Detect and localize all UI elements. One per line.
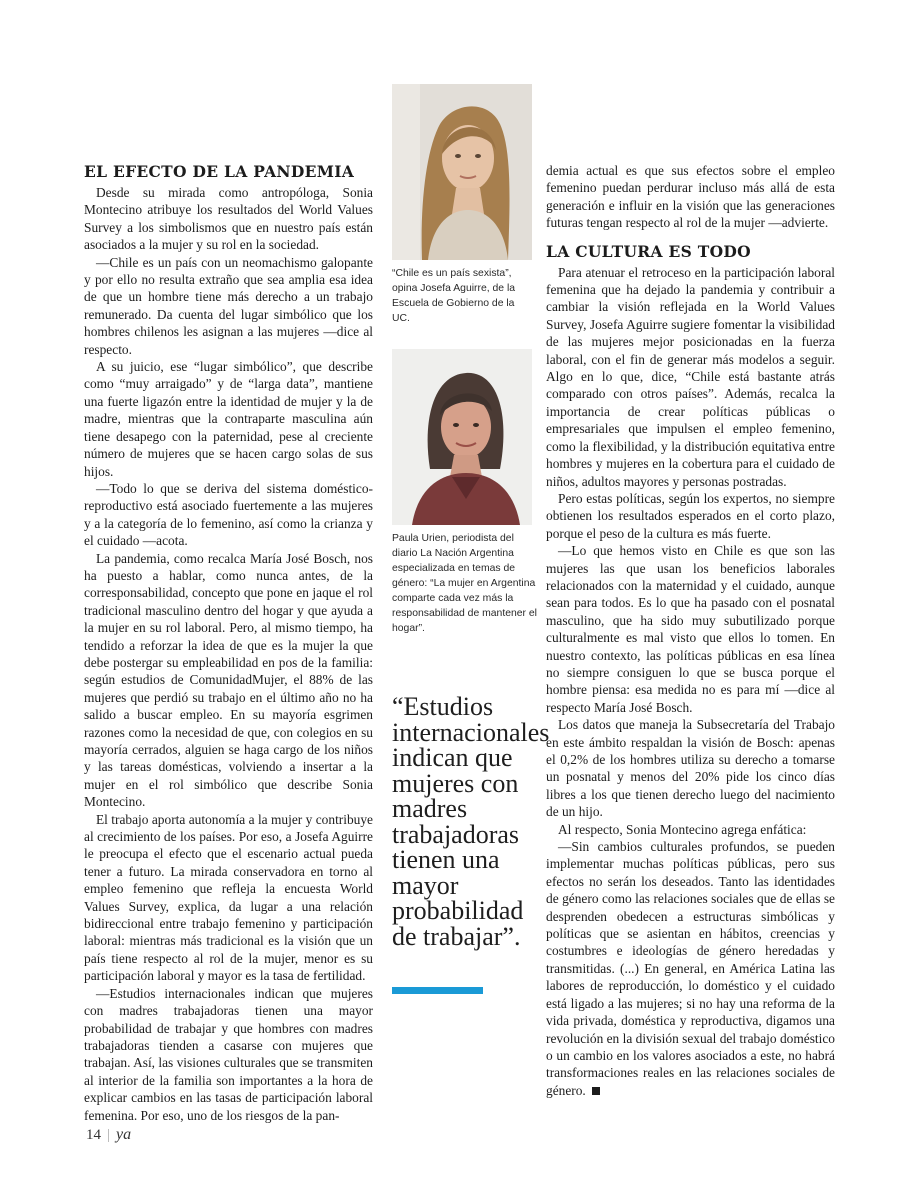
photo-caption: “Chile es un país sexista”, opina Josefa Aguirre, de la Escuela de Gobierno de la UC. bbox=[392, 268, 516, 324]
paragraph: A su juicio, ese “lugar simbólico”, que describe como “muy arraigado” y de “larga data”, mantiene una fuerte ligazón entre la identidad de mujer y la de madre, mientras que la contraparte masculina aún tiene desapego con la paternidad, pese al creciente número de mujeres que se hacen cargo solas de sus hijos. bbox=[84, 359, 373, 479]
paragraph: —Chile es un país con un neomachismo galopante y por ello no resulta extraño que sea amplia esa idea de que un hombre tiene más derecho a un trabajo remunerado. Da cuenta del lugar simbólico que los hombres chilenos les asignan a las mujeres —dice al respecto. bbox=[84, 254, 373, 357]
paragraph: —Lo que hemos visto en Chile es que son las mujeres las que usan los beneficios laborales relacionados con la maternidad y el cuidado, aunque sean para todos. Es lo que ha pasado con el posnatal masculino, que ha sido muy subutilizado porque culturalmente es mal visto que ellos lo tomen. En nuestro contexto, las políticas públicas en esa línea no siempre consiguen lo que se busca porque el hombre piensa: esa medida no es para mí —dice al respecto María José Bosch. bbox=[546, 543, 835, 715]
portrait-illustration bbox=[392, 84, 532, 260]
paragraph: Desde su mirada como antropóloga, Sonia Montecino atribuye los resultados del World Values Survey a los simbolismos que en nuestro país están asociados a la mujer y su rol en la sociedad. bbox=[84, 185, 373, 253]
pull-quote: “Estudios internacionales indican que mujeres con madres trabajadoras tienen una mayor probabilidad de trabajar”. bbox=[392, 692, 550, 951]
paragraph: Pero estas políticas, según los expertos, no siempre obtienen los resultados esperados en el corto plazo, porque el peso de la cultura es más fuerte. bbox=[546, 490, 835, 541]
paragraph-final bbox=[546, 838, 835, 1099]
page-footer bbox=[86, 1126, 131, 1144]
page-number: 14 bbox=[86, 1127, 101, 1143]
magazine-logo: ya bbox=[116, 1126, 132, 1143]
article-column-left bbox=[84, 162, 373, 1124]
paragraph: —Estudios internacionales indican que mujeres con madres trabajadoras tienen una mayor probabilidad de trabajar y que hombres con madres trabajadoras tienden a casarse con mujeres que trabajan. Así, las visiones culturales que se transmiten al interior de la familia son importantes a la hora de explicar cambios en las tasas de participación laboral femenina. Por eso, uno de los riesgos de la pan- bbox=[84, 985, 373, 1123]
footer-separator: | bbox=[107, 1127, 111, 1143]
paragraph-continuation: demia actual es que sus efectos sobre el empleo femenino puedan perdurar incluso más allá de esta generación e influir en la visión que las generaciones futuras tengan respecto al rol de la mujer —advierte. bbox=[546, 163, 835, 231]
portrait-illustration bbox=[392, 349, 532, 525]
paragraph: —Todo lo que se deriva del sistema doméstico-reproductivo está asociado fuertemente a las mujeres y a la categoría de lo femenino, así como la crianza y el cuidado —acota. bbox=[84, 480, 373, 549]
paragraph: Para atenuar el retroceso en la participación laboral femenina que ha dejado la pandemia y contribuir a cambiar la visión reflejada en la World Values Survey, Josefa Aguirre sugiere fomentar la visibilidad de las mujeres mejor posicionadas en la fuerza laboral, con el fin de generar más modelos a seguir. Algo en lo que, dice, “Chile está bastante atrás comparado con otros países”. Además, recalca la importancia de crear políticas públicas o empresariales que impulsen el empleo femenino, como la flexibilidad, y la distribución equitativa entre hombres y mujeres en la cobertura para el cuidado de niños, adultos mayores y personas postradas. bbox=[546, 264, 835, 489]
photo-caption: Paula Urien, periodista del diario La Nación Argentina especializada en temas de género: “La mujer en Argentina comparte cada vez más la responsabilidad de mantener el hogar”. bbox=[392, 533, 537, 634]
section-heading-pandemic: EL EFECTO DE LA PANDEMIA bbox=[84, 162, 355, 181]
pull-quote-accent-bar bbox=[392, 987, 483, 994]
paragraph: Los datos que maneja la Subsecretaría del Trabajo en este ámbito respaldan la visión de Bosch: apenas el 0,2% de los hombres utiliza su derecho a tomarse un posnatal y menos del 20% pide los cinco días libres a los que tienen derecho luego del nacimiento de un hijo. bbox=[546, 717, 835, 820]
paragraph: Al respecto, Sonia Montecino agrega enfática: bbox=[558, 821, 807, 837]
section-heading-culture: LA CULTURA ES TODO bbox=[546, 241, 751, 261]
photo-josefa-aguirre bbox=[392, 84, 532, 260]
article-column-right bbox=[546, 162, 835, 1099]
end-mark-icon bbox=[592, 1087, 600, 1095]
paragraph: El trabajo aporta autonomía a la mujer y contribuye al crecimiento de los países. Por eso, a Josefa Aguirre le preocupa el efecto que el escenario actual pueda tener a futuro. La mirada conservadora en torno al empleo femenino que refleja la encuesta World Values Survey, explica, da lugar a una relación bidireccional entre trabajo femenino y participación laboral: mientras más tradicional es la visión que un país tiene respecto al rol de la mujer, menor es su participación laboral y mayor es la tasa de fertilidad. bbox=[84, 811, 373, 984]
paragraph: La pandemia, como recalca María José Bosch, nos ha puesto a hablar, como nunca antes, de la corresponsabilidad, concepto que pone en jaque el rol tradicional masculino dentro del hogar y que ayuda a la mujer en su rol laboral. Pero, al mismo tiempo, ha tendido a reforzar la idea de que es la mujer la que debe postergar su empleabilidad en pos de la familia: según estudios de ComunidadMujer, el 88% de las mujeres que perdió su trabajo en el último año no ha salido a buscar empleo. En su mayoría esgrimen razones como la necesidad de que, con colegios en su mayoría cerrados, alguien se haga cargo de los niños y las tareas domésticas, volviendo a insertar a la mujer en el rol simbólico que describe Sonia Montecino. bbox=[84, 550, 373, 810]
photo-paula-urien bbox=[392, 349, 532, 525]
final-text: —Sin cambios culturales profundos, se pueden implementar muchas políticas públicas, pero sus efectos no serán los deseados. Tanto las identidades de género como las relaciones sociales que de ellas se desprenden obedecen a estructuras simbólicas y políticas que se asientan en hábitos, creencias y costumbres e ideologías de género heredadas y transmitidas. (...) En general, en América Latina las labores de reproducción, lo doméstico y el cuidado está ligado a las mujeres; si no hay una reforma de la vida privada, doméstica y reproductiva, digamos una revolución en la división sexual del trabajo doméstico o un cambio en los valores asociados a este, no habrá transformaciones reales en las relaciones sociales de género. bbox=[546, 839, 835, 1098]
